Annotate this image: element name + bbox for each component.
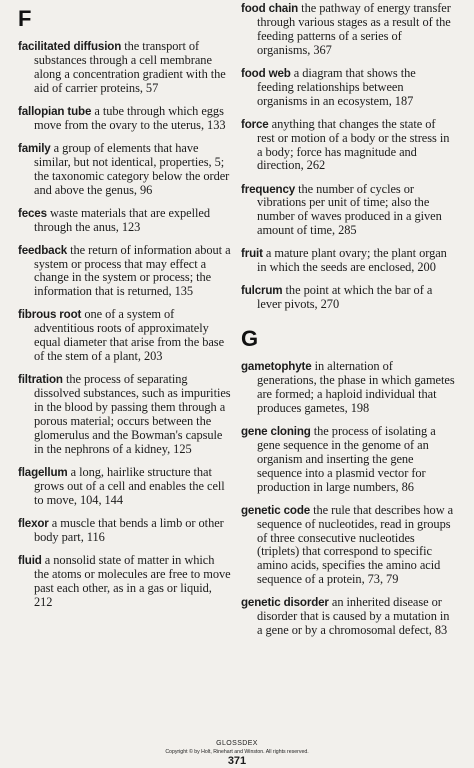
entry-term: genetic code <box>241 503 311 517</box>
footer-title: GLOSSDEX <box>216 740 258 747</box>
section-letter-f: F <box>18 6 32 31</box>
entry-fluid <box>18 554 232 610</box>
entry-definition: waste materials that are expelled through the anus, 123 <box>34 205 211 234</box>
entry-flagellum <box>18 466 232 508</box>
entry-definition: a tube through which eggs move from the ovary to the uterus, 133 <box>34 103 226 132</box>
entry-definition: a long, hairlike structure that grows out of a cell and enables the cell to move, 104, 144 <box>34 464 225 507</box>
entry-definition: the process of isolating a gene sequence in the genome of an organism and inserting the gene sequence into a plasmid vector for production in large numbers, 86 <box>257 423 436 494</box>
entry-term: family <box>18 141 51 155</box>
right-column <box>241 2 455 647</box>
entry-definition: a muscle that bends a limb or other body part, 116 <box>34 515 224 544</box>
entry-term: force <box>241 117 269 131</box>
entry-definition: anything that changes the state of rest or motion of a body or the stress in a body; force has magnitude and direction, 262 <box>257 116 450 173</box>
entry-term: genetic disorder <box>241 596 329 610</box>
entry-fibrous-root <box>18 308 232 364</box>
entry-definition: a group of elements that have similar, but not identical, properties, 5; the taxonomic category below the order and above the genus, 96 <box>34 140 230 197</box>
entry-gene-cloning <box>241 425 455 495</box>
entry-term: facilitated diffusion <box>18 40 122 53</box>
entry-term: fluid <box>18 553 42 567</box>
entry-definition: the pathway of energy transfer through various stages as a result of the feeding patterns of a series of organisms, 367 <box>257 1 451 57</box>
entry-term: fibrous root <box>18 308 82 322</box>
entry-term: fruit <box>241 247 263 261</box>
entry-food-chain <box>241 2 455 58</box>
entry-force <box>241 118 455 174</box>
entry-term: flexor <box>18 516 49 530</box>
entry-definition: the process of separating dissolved substances, such as impurities in the blood by passing them through a porous material; occurs between the glomerulus and the Bowman's capsule in the nephrons of a kidney, 125 <box>34 372 231 456</box>
entry-definition: the number of cycles or vibrations per unit of time; also the number of waves produced in a given amount of time, 285 <box>257 181 442 238</box>
entry-term: gametophyte <box>241 360 312 374</box>
entry-definition: a mature plant ovary; the plant organ in which the seeds are enclosed, 200 <box>257 246 447 275</box>
entry-genetic-code <box>241 504 455 587</box>
entry-definition: one of a system of adventitious roots of approximately equal diameter that arise from the base of the stem of a plant, 203 <box>34 307 225 364</box>
entry-gametophyte <box>241 360 455 416</box>
entry-term: frequency <box>241 182 296 196</box>
footer-copyright: Copyright © by Holt, Rinehart and Winston. All rights reserved. <box>165 749 309 755</box>
entry-term: gene cloning <box>241 424 311 438</box>
entry-term: flagellum <box>18 465 68 479</box>
entry-term: feces <box>18 206 47 220</box>
entry-flexor <box>18 517 232 545</box>
entry-frequency <box>241 183 455 239</box>
entry-facilitated-diffusion <box>18 40 232 96</box>
entry-family <box>18 142 232 198</box>
entry-term: filtration <box>18 373 63 387</box>
entry-fallopian-tube <box>18 105 232 133</box>
page-number: 371 <box>227 755 247 767</box>
entry-filtration <box>18 373 232 456</box>
entry-definition: the return of information about a system or process that may effect a change in the system or process; the information that is returned, 135 <box>34 242 231 299</box>
section-letter-g: G <box>241 326 259 352</box>
entry-term: feedback <box>18 243 68 257</box>
entry-definition: the transport of substances through a cell membrane along a concentration gradient with the aid of carrier proteins, 57 <box>34 39 226 95</box>
entry-definition: in alternation of generations, the phase in which gametes are formed; a haploid individual that produces gametes, 198 <box>257 359 455 415</box>
entry-definition: an inherited disease or disorder that is caused by a mutation in a gene or by a chromosomal defect, 83 <box>257 595 450 638</box>
entry-term: fulcrum <box>241 284 283 298</box>
entry-definition: the point at which the bar of a lever pivots, 270 <box>257 283 433 312</box>
entry-term: food web <box>241 66 291 80</box>
entry-definition: a diagram that shows the feeding relationships between organisms in an ecosystem, 187 <box>257 65 416 108</box>
entry-food-web <box>241 67 455 109</box>
entry-feces <box>18 207 232 235</box>
entry-definition: the rule that describes how a sequence of nucleotides, read in groups of three consecutive nucleotides (triplets) that correspond to specific amino acids, specifies the amino acid sequence of a protein, 73, 79 <box>257 502 454 587</box>
entry-feedback <box>18 244 232 300</box>
entry-fulcrum <box>241 284 455 312</box>
entry-genetic-disorder <box>241 596 455 638</box>
entry-definition: a nonsolid state of matter in which the atoms or molecules are free to move past each other, as in a gas or liquid, 212 <box>34 552 231 609</box>
left-column <box>18 6 232 619</box>
entry-term: food chain <box>241 2 299 15</box>
entry-fruit <box>241 247 455 275</box>
entry-term: fallopian tube <box>18 104 92 118</box>
